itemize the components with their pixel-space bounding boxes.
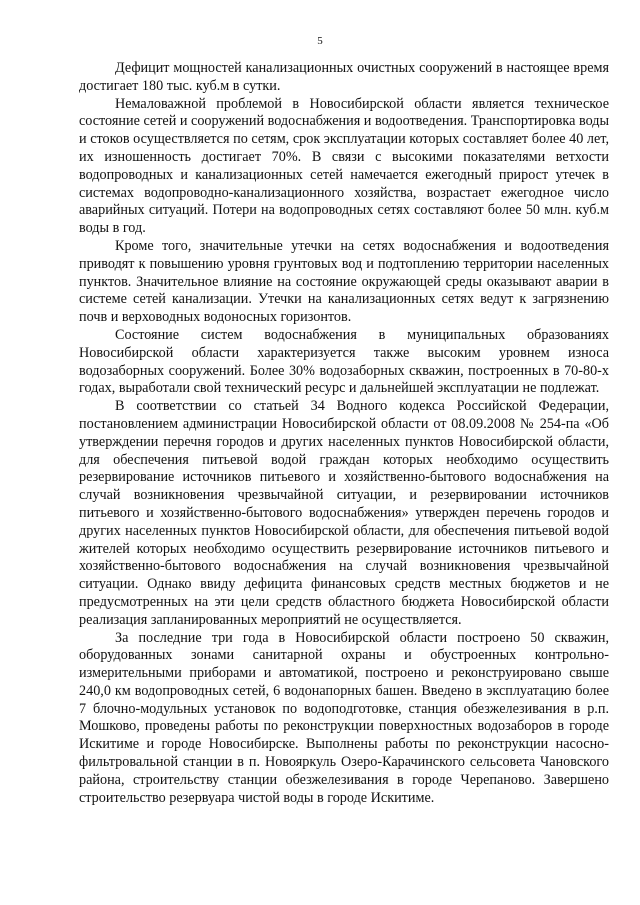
page-number: 5 [317, 35, 323, 47]
paragraph-leaks-impact: Кроме того, значительные утечки на сетях водоснабжения и водоотведения приводят к повышению уровня грунтовых вод и подтоплению территории населенных пунктов. Значительное влияние на состояние окружающей среды оказывают аварии в системе сетей канализации. Утечки на канализационных сетях ведут к загрязнению почв и верховодных водоносных горизонтов. [79, 237, 609, 326]
paragraph-water-intake-wear: Состояние систем водоснабжения в муниципальных образованиях Новосибирской области характеризуется также высоким уровнем износа водозаборных сооружений. Более 30% водозаборных скважин, построенных в 70-80-х годах, выработали свой технический ресурс и дальнейшей эксплуатации не подлежат. [79, 326, 609, 397]
paragraph-recent-construction: За последние три года в Новосибирской области построено 50 скважин, оборудованных зонами санитарной охраны и обустроенных контрольно-измерительными приборами и автоматикой, построено и реконструировано свыше 240,0 км водопроводных сетей, 6 водонапорных башен. Введено в эксплуатацию более 7 блочно-модульных установок по водоподготовке, станция обезжелезивания в р.п. Мошково, проведены работы по реконструкции поверхностных водозаборов в городе Искитиме и городе Новосибирске. Выполнены работы по реконструкции насосно-фильтровальной станции в п. Новояркуль Озеро-Карачинского сельсовета Чановского района, строительству станции обезжелезивания в городе Черепаново. Завершено строительство резервуара чистой воды в городе Искитиме. [79, 629, 609, 806]
paragraph-water-code-reservation: В соответствии со статьей 34 Водного кодекса Российской Федерации, постановлением администрации Новосибирской области от 08.09.2008 № 254-па «Об утверждении перечня городов и других населенных пунктов Новосибирской области, для обеспечения питьевой водой граждан которых необходимо осуществить резервирование источников питьевого и хозяйственно-бытового водоснабжения на случай возникновения чрезвычайной ситуации, и резервировании источников питьевого и хозяйственно-бытового водоснабжения» утвержден перечень городов и других населенных пунктов Новосибирской области, для обеспечения питьевой водой жителей которых необходимо осуществить резервирование источников питьевого и хозяйственно-бытового водоснабжения на случай возникновения чрезвычайной ситуации. Однако ввиду дефицита финансовых средств местных бюджетов и не предусмотренных на эти цели средств областного бюджета Новосибирской области реализация запланированных мероприятий не осуществляется. [79, 398, 609, 628]
document-body [79, 60, 609, 807]
paragraph-sewage-capacity-deficit: Дефицит мощностей канализационных очистных сооружений в настоящее время достигает 180 тыс. куб.м в сутки. [79, 60, 609, 94]
paragraph-network-condition: Немаловажной проблемой в Новосибирской области является техническое состояние сетей и сооружений водоснабжения и водоотведения. Транспортировка воды и стоков осуществляется по сетям, срок эксплуатации которых составляет более 40 лет, их изношенность достигает 70%. В связи с высокими показателями ветхости водопроводных и канализационных сетей намечается ежегодный прирост утечек в системах водопроводно-канализационного хозяйства, возрастает ежегодное число аварийных ситуаций. Потери на водопроводных сетях составляют более 50 млн. куб.м воды в год. [79, 95, 609, 237]
